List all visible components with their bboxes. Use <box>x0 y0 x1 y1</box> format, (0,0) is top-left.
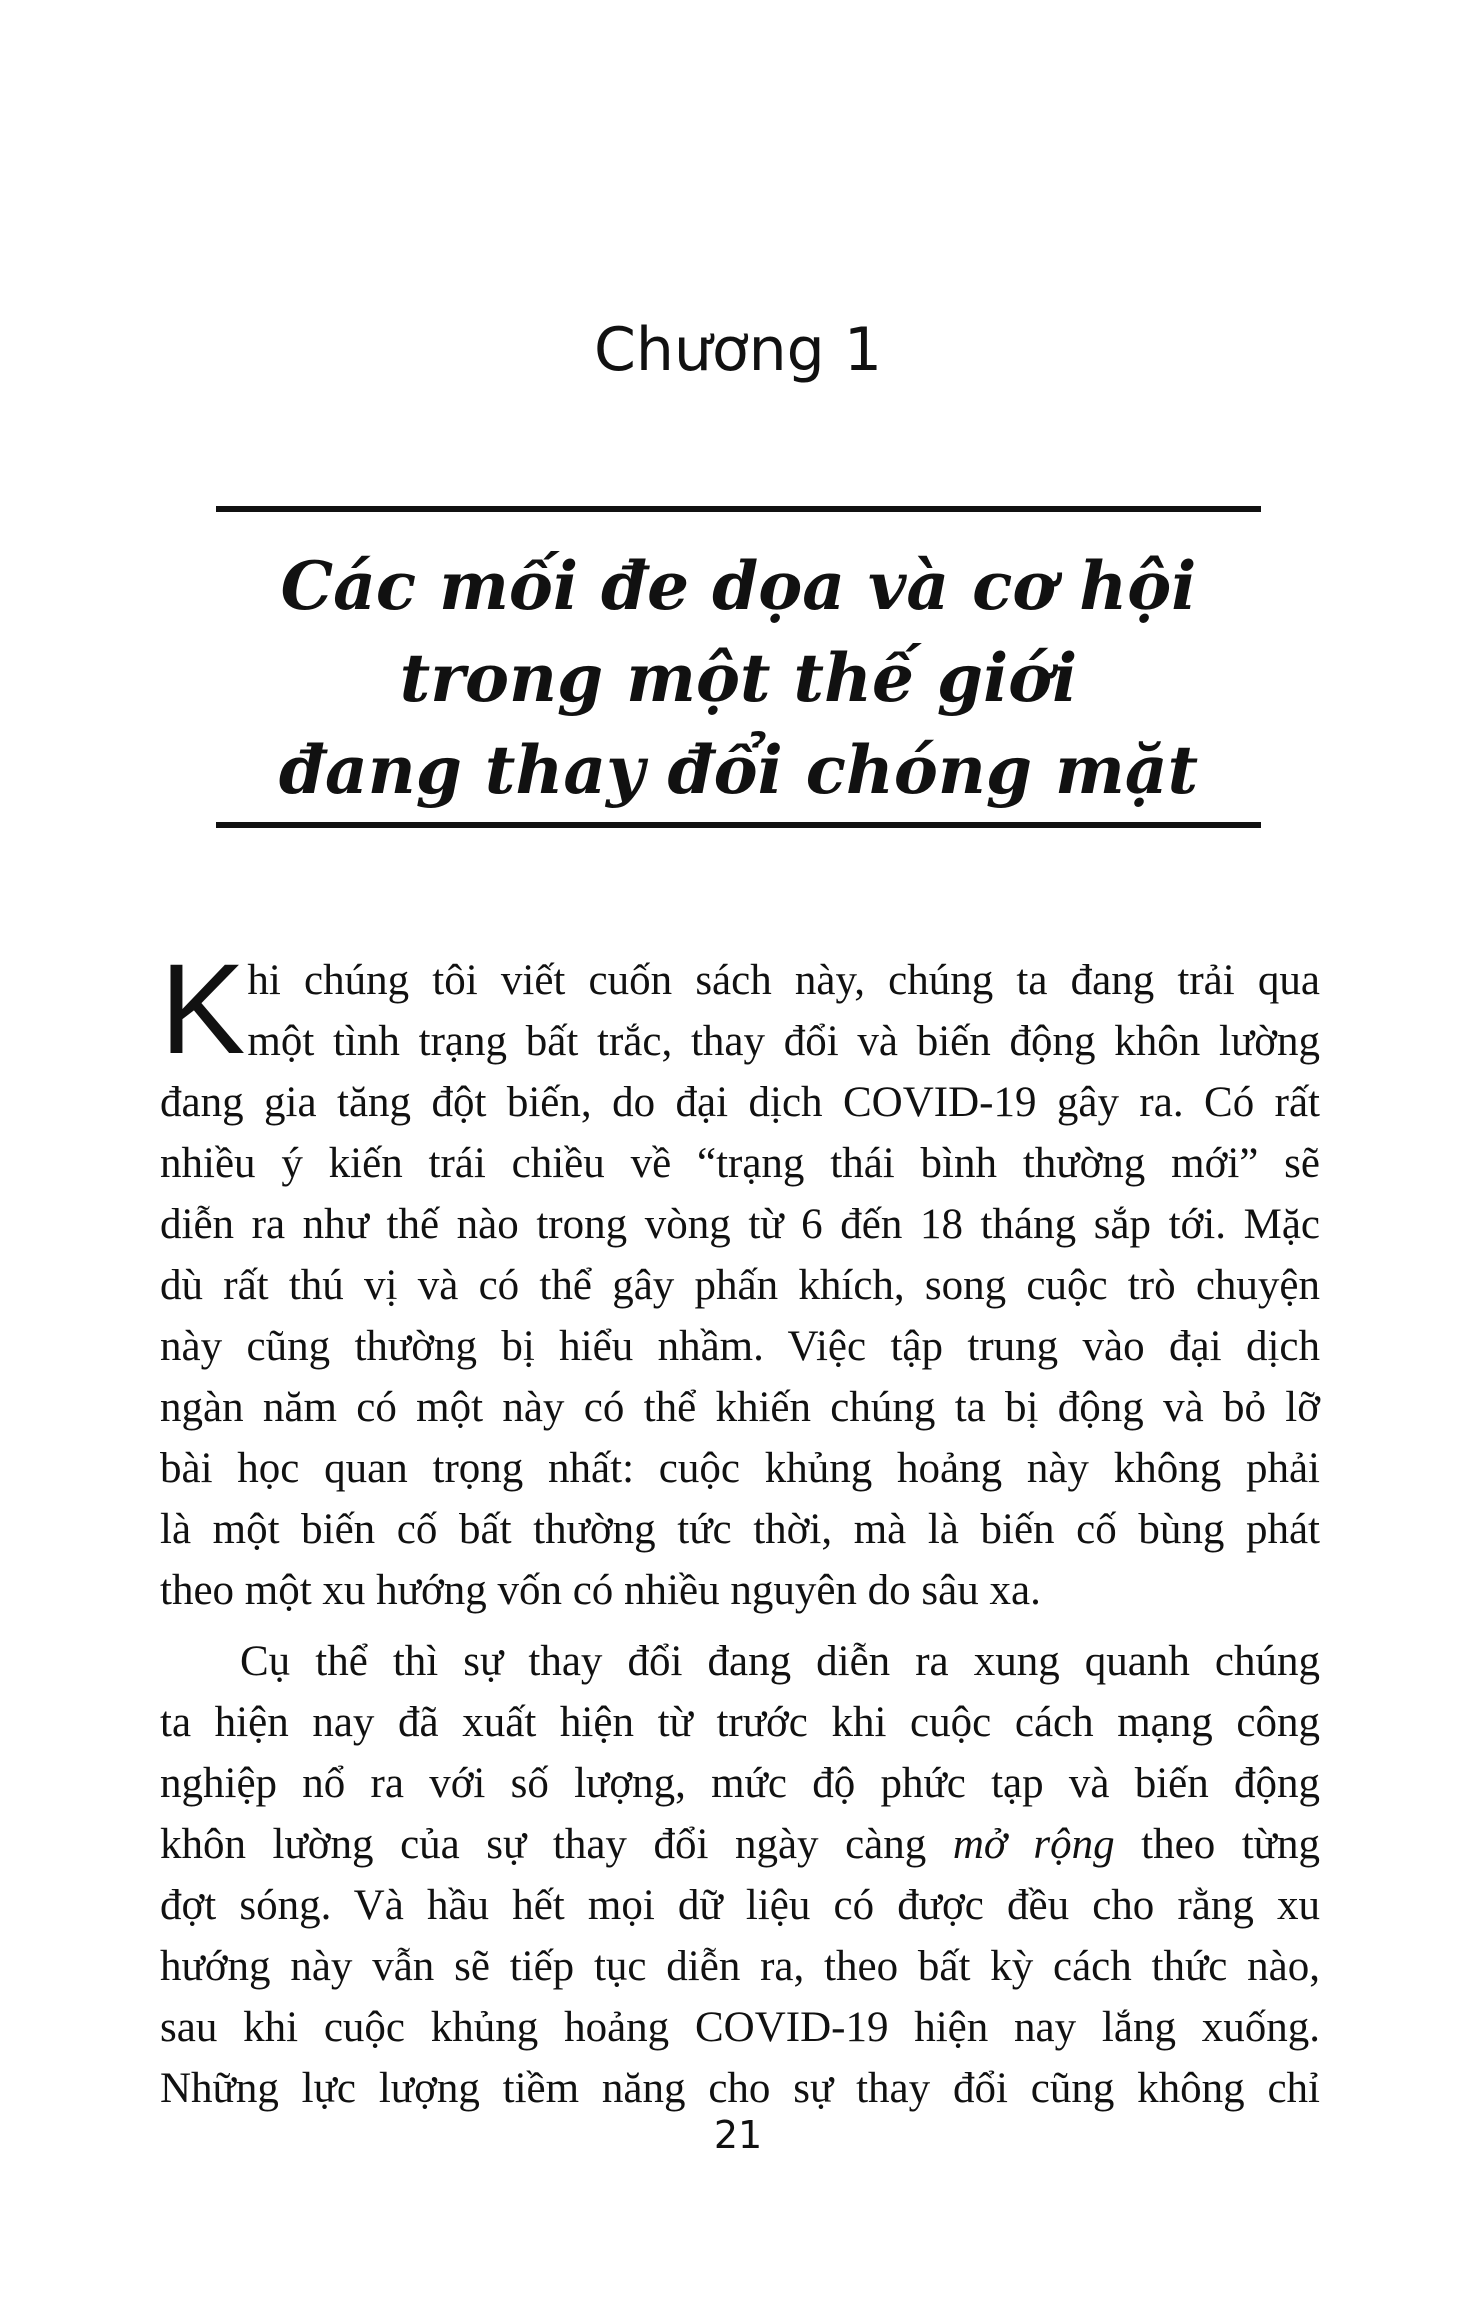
text-line: đang gia tăng đột biến, do đại dịch COVID-19 gây ra. Có rất <box>160 1079 1320 1126</box>
text-line: hi chúng tôi viết cuốn sách này, chúng ta đang trải qua <box>247 957 1320 1004</box>
text-fragment: theo từng <box>1114 1821 1320 1868</box>
text-line: nhiều ý kiến trái chiều về “trạng thái bình thường mới” sẽ <box>160 1140 1320 1187</box>
text-line: theo một xu hướng vốn có nhiều nguyên do sâu xa. <box>160 1567 1041 1614</box>
text-line: diễn ra như thế nào trong vòng từ 6 đến 18 tháng sắp tới. Mặc <box>160 1201 1320 1248</box>
text-line: sau khi cuộc khủng hoảng COVID-19 hiện nay lắng xuống. <box>160 2004 1320 2051</box>
drop-cap: K <box>160 938 246 1081</box>
chapter-title <box>216 540 1261 816</box>
title-rule-bottom <box>216 822 1261 828</box>
text-line: là một biến cố bất thường tức thời, mà là biến cố bùng phát <box>160 1506 1320 1553</box>
chapter-title-line: đang thay đổi chóng mặt <box>278 731 1199 809</box>
body-text <box>160 938 1320 2119</box>
text-line: này cũng thường bị hiểu nhầm. Việc tập trung vào đại dịch <box>160 1323 1320 1370</box>
text-line: Cụ thể thì sự thay đổi đang diễn ra xung quanh chúng <box>240 1638 1320 1685</box>
text-line: hướng này vẫn sẽ tiếp tục diễn ra, theo bất kỳ cách thức nào, <box>160 1943 1320 1990</box>
chapter-label: Chương 1 <box>593 315 883 385</box>
text-line: bài học quan trọng nhất: cuộc khủng hoảng này không phải <box>160 1445 1320 1492</box>
text-line: đợt sóng. Và hầu hết mọi dữ liệu có được đều cho rằng xu <box>160 1882 1320 1929</box>
paragraph-2 <box>160 1631 1320 2119</box>
text-fragment: khôn lường của sự thay đổi ngày càng <box>160 1821 953 1868</box>
text-line <box>160 1814 1320 1875</box>
chapter-title-line: Các mối đe dọa và cơ hội <box>280 547 1197 625</box>
text-line: một tình trạng bất trắc, thay đổi và biến động khôn lường <box>247 1018 1320 1065</box>
text-line: ngàn năm có một này có thể khiến chúng ta bị động và bỏ lỡ <box>160 1384 1320 1431</box>
text-line: nghiệp nổ ra với số lượng, mức độ phức tạp và biến động <box>160 1760 1320 1807</box>
paragraph-1 <box>160 938 1320 1621</box>
emphasis-text: mở rộng <box>952 1821 1115 1868</box>
chapter-title-line: trong một thế giới <box>399 639 1078 717</box>
title-rule-top <box>216 506 1261 512</box>
page-number: 21 <box>713 2113 763 2157</box>
text-line: dù rất thú vị và có thể gây phấn khích, song cuộc trò chuyện <box>160 1262 1320 1309</box>
text-line: ta hiện nay đã xuất hiện từ trước khi cuộc cách mạng công <box>160 1699 1320 1746</box>
text-line: Những lực lượng tiềm năng cho sự thay đổi cũng không chỉ <box>160 2065 1320 2112</box>
